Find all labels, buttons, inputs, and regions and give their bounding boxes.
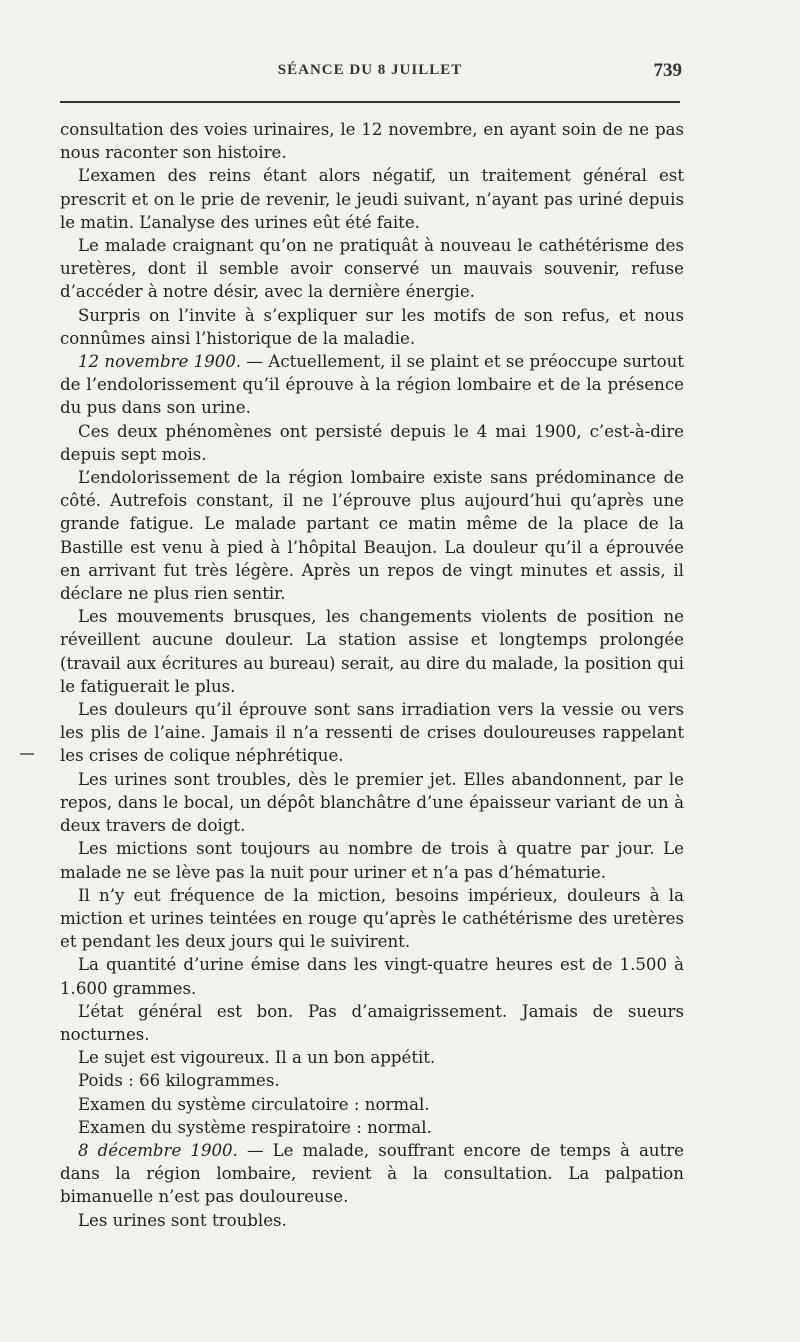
paragraph-6: Ces deux phénomènes ont persisté depuis le 4 mai 1900, c’est-à-dire depuis sept mois.: [60, 421, 684, 464]
paragraph-11: Les mictions sont toujours au nombre de trois à quatre par jour. Le malade ne se lève pas la nuit pour uriner et n’a pas d’hématurie.: [60, 839, 684, 882]
paragraph-15: Le sujet est vigoureux. Il a un bon appétit.: [78, 1048, 436, 1068]
paragraph-12: Il n’y eut fréquence de la miction, besoins impérieux, douleurs à la miction et urines teintées en rouge qu’après le cathétérisme des uretères et pendant les deux jours qui le suivirent.: [60, 885, 684, 952]
paragraph-7: L’endolorissement de la région lombaire existe sans prédominance de côté. Autrefois constant, il ne l’éprouve plus aujourd’hui qu’après une grande fatigue. Le malade partant ce matin même de la place de la Bastille est venu à pied à l’hôpital Beaujon. La douleur qu’il a éprouvée en arrivant fut très légère. Après un repos de vingt minutes et assis, il déclare ne plus rien sentir.: [60, 468, 684, 604]
entry-date: 12 novembre 1900.: [78, 352, 242, 372]
paragraph-1: consultation des voies urinaires, le 12 novembre, en ayant soin de ne pas nous raconter son histoire.: [60, 120, 684, 163]
header-rule: [60, 101, 680, 103]
paragraph-20: Les urines sont troubles.: [78, 1210, 287, 1230]
margin-mark: [20, 753, 34, 755]
paragraph-13: La quantité d’urine émise dans les vingt-quatre heures est de 1.500 à 1.600 grammes.: [60, 955, 684, 998]
paragraph-14: L’état général est bon. Pas d’amaigrissement. Jamais de sueurs nocturnes.: [60, 1001, 684, 1044]
paragraph-18: Examen du système respiratoire : normal.: [78, 1117, 432, 1137]
paragraph-10: Les urines sont troubles, dès le premier jet. Elles abandonnent, par le repos, dans le bocal, un dépôt blanchâtre d’une épaisseur variant de un à deux travers de doigt.: [60, 769, 684, 836]
paragraph-3: Le malade craignant qu’on ne pratiquât à nouveau le cathétérisme des uretères, dont il semble avoir conservé un mauvais souvenir, refuse d’accéder à notre désir, avec la dernière énergie.: [60, 236, 684, 302]
page-number: 739: [653, 60, 682, 81]
paragraph-9: Les douleurs qu’il éprouve sont sans irradiation vers la vessie ou vers les plis de l’aine. Jamais il n’a ressenti de crises douloureuses rappelant les crises de colique néphrétique.: [60, 700, 684, 766]
paragraph-17: Examen du système circulatoire : normal.: [78, 1094, 430, 1114]
paragraph-8: Les mouvements brusques, les changements violents de position ne réveillent aucune douleur. La station assise et longtemps prolongée (travail aux écritures au bureau) serait, au dire du malade, la position qui le fatiguerait le plus.: [60, 607, 684, 696]
paragraph-19-text: — Le malade, souffrant encore de temps à autre dans la région lombaire, revient à la consultation. La palpation bimanuelle n’est pas douloureuse.: [60, 1140, 684, 1207]
paragraph-19: [60, 1139, 684, 1209]
entry-date: 8 décembre 1900.: [78, 1140, 238, 1160]
paragraph-5: [60, 350, 684, 420]
body-text: [60, 118, 684, 1232]
paragraph-16: Poids : 66 kilogrammes.: [78, 1071, 280, 1091]
running-head: SÉANCE DU 8 JUILLET: [277, 62, 463, 78]
paragraph-2: L’examen des reins étant alors négatif, un traitement général est prescrit et on le prie de revenir, le jeudi suivant, n’ayant pas uriné depuis le matin. L’analyse des urines eût été faite.: [60, 166, 684, 232]
page-header: [60, 60, 680, 88]
paragraph-4: Surpris on l’invite à s’expliquer sur les motifs de son refus, et nous connûmes ainsi l’historique de la maladie.: [60, 305, 684, 348]
paragraph-5-text: — Actuellement, il se plaint et se préoccupe surtout de l’endolorissement qu’il éprouve à la région lombaire et de la présence du pus dans son urine.: [60, 352, 684, 418]
